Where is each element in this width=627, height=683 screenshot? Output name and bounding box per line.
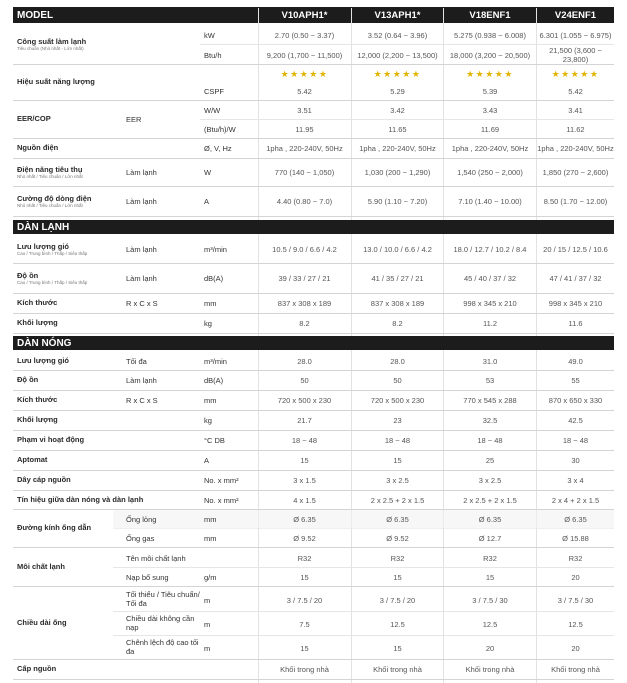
value-cell: 7.5	[299, 619, 310, 629]
value-cell: 20	[571, 643, 580, 653]
subrow-pipe-nocharge	[13, 612, 614, 636]
rating-stars-icon: ★★★★★	[373, 68, 422, 79]
spec-row-current	[13, 187, 614, 217]
subrow-liquid-pipe	[13, 510, 614, 529]
subrow-refrigerant-name	[13, 549, 614, 568]
value-cell: 5.42	[297, 87, 312, 96]
value-cell: 5.39	[482, 87, 498, 96]
sub-label: Ống gas	[126, 534, 155, 543]
unit: g/m	[204, 573, 217, 582]
unit: kW	[204, 30, 215, 40]
value-cell: 3.52 (0.64 ~ 3.96)	[367, 30, 428, 40]
value-cell: 30	[571, 456, 580, 465]
row-label	[17, 236, 121, 263]
value-cell: 12.5	[568, 619, 583, 629]
value-cell: Ø 9.52	[293, 534, 316, 543]
row-label: Nguồn điện	[17, 143, 59, 153]
row-label: Khối lượng	[17, 318, 58, 328]
model-label: MODEL	[17, 9, 54, 21]
row-label	[17, 187, 121, 216]
value-cell: R32	[483, 554, 497, 563]
sub-label: Chênh lệch độ cao tối đa	[126, 638, 199, 656]
value-cell: 3 x 1.5	[293, 476, 316, 485]
section-header-outdoor: DÀN NÓNG	[13, 336, 614, 350]
value-cell: 50	[393, 376, 402, 385]
spec-row-indoor-noise	[13, 264, 614, 294]
subrow-refrigerant-charge	[13, 568, 614, 587]
spec-row-outdoor-noise	[13, 371, 614, 391]
row-label-text: Điện năng tiêu thụ	[17, 164, 83, 174]
value-cell: 2.70 (0.50 ~ 3.37)	[274, 30, 335, 40]
value-cell: Khối trong nhà	[280, 665, 329, 674]
value-cell: 3 / 7.5 / 30	[472, 595, 508, 605]
value-cell: 870 x 650 x 330	[548, 396, 603, 405]
unit: m³/min	[204, 245, 227, 254]
row-label: Tín hiệu giữa dàn nóng và dàn lạnh	[17, 494, 144, 504]
value-cell: 1pha , 220-240V, 50Hz	[266, 144, 343, 153]
row-label: Độ ồn	[17, 375, 39, 385]
value-cell: 20	[485, 643, 495, 653]
value-cell: 2 x 2.5 + 2 x 1.5	[463, 495, 517, 505]
unit: dB(A)	[204, 274, 224, 283]
row-label: EER/COP	[17, 114, 51, 124]
row-label: Lưu lượng gió	[17, 355, 70, 365]
spec-row-indoor-weight	[13, 314, 614, 334]
spec-row-indoor-dimensions	[13, 294, 614, 314]
rating-stars-icon: ★★★★★	[551, 68, 600, 79]
unit: A	[204, 456, 210, 465]
subrow-gas-pipe	[13, 529, 614, 548]
value-cell: R32	[390, 554, 405, 563]
value-cell: 5.275 (0.938 ~ 6.008)	[454, 30, 526, 40]
unit: Btu/h	[204, 50, 222, 60]
value-cell: 1pha , 220-240V, 50Hz	[359, 144, 436, 153]
value-cell: 21.7	[297, 416, 312, 425]
value-cell: 3 x 4	[567, 476, 584, 485]
unit: (Btu/h)/W	[204, 125, 236, 134]
row-label: Hiệu suất năng lượng	[17, 77, 95, 87]
value-cell: 18 ~ 48	[562, 436, 589, 445]
section-header-indoor: DÀN LẠNH	[13, 220, 614, 234]
value-cell: 837 x 308 x 189	[370, 299, 425, 308]
value-cell: 55	[571, 376, 580, 385]
unit: m	[204, 619, 211, 629]
value-cell: 3 / 7.5 / 30	[557, 595, 594, 605]
value-cell: R32	[297, 554, 312, 563]
value-cell: 3.41	[568, 106, 583, 115]
value-cell: Ø 6.35	[564, 515, 587, 524]
value-cell: 32.5	[482, 416, 498, 425]
model-name: V10APH1*	[259, 7, 350, 23]
value-cell: 23	[393, 416, 402, 425]
value-cell: R32	[568, 554, 583, 563]
value-cell: 8.50 (1.70 ~ 12.00)	[543, 197, 608, 206]
value-cell: 18 ~ 48	[384, 436, 411, 445]
value-cell: 1,540 (250 ~ 2,000)	[457, 168, 523, 177]
unit: m³/min	[204, 356, 227, 366]
value-cell: 25	[485, 456, 495, 465]
value-cell: 11.69	[480, 125, 500, 134]
spec-row-power-supply	[13, 660, 614, 680]
row-label: Kích thước	[17, 395, 58, 405]
model-name: V24ENF1	[537, 7, 614, 23]
row-label: Khối lượng	[17, 415, 58, 425]
value-cell: 5.42	[568, 87, 583, 96]
value-cell: 1,850 (270 ~ 2,600)	[542, 168, 609, 177]
sub-label: Tên môi chất lạnh	[126, 554, 186, 563]
value-cell: 20	[571, 573, 580, 582]
sub-label: Làm lạnh	[126, 245, 157, 254]
subrow-cspf	[13, 82, 614, 101]
value-cell: Ø 6.35	[293, 515, 316, 524]
value-cell: 28.0	[390, 356, 405, 366]
value-cell: 41 / 35 / 27 / 21	[371, 274, 424, 283]
sub-label: Ống lỏng	[126, 515, 157, 524]
subrow-kw-values	[13, 25, 614, 45]
value-cell: 9,200 (1,700 ~ 11,500)	[266, 50, 343, 60]
value-cell: 998 x 345 x 210	[548, 299, 603, 308]
row-note: Nhỏ nhất / Tiêu chuẩn / Lớn nhất	[17, 174, 83, 180]
value-cell: 4.40 (0.80 ~ 7.0)	[276, 197, 333, 206]
value-cell: 1pha , 220-240V, 50Hz	[451, 144, 529, 153]
sub-label: Làm lạnh	[126, 274, 157, 283]
row-note: Nhỏ nhất / Tiêu chuẩn / Lớn nhất	[17, 203, 83, 209]
rating-stars-icon: ★★★★★	[466, 68, 514, 79]
sub-label: Tối thiểu / Tiêu chuẩn/ Tối đa	[126, 590, 200, 608]
value-cell: Ø 15.88	[562, 534, 589, 543]
row-label: Aptomat	[17, 455, 48, 465]
value-cell: 15	[393, 573, 402, 582]
row-label	[17, 159, 121, 186]
value-cell: 15	[300, 456, 309, 465]
row-note: Cao / Trung bình / Thấp / Siêu thấp	[17, 251, 88, 257]
unit: No. x mm²	[204, 476, 239, 485]
unit: Ø, V, Hz	[204, 144, 232, 153]
unit: kg	[204, 319, 212, 328]
row-label: Phạm vi hoạt động	[17, 435, 85, 445]
row-label	[17, 264, 121, 293]
value-cell: 11.2	[482, 319, 498, 328]
value-cell: 3 x 2.5	[478, 476, 502, 485]
spec-row-signal-cable	[13, 491, 614, 510]
value-cell: 28.0	[297, 356, 312, 366]
row-label: Cấp nguồn	[17, 664, 57, 674]
rating-stars-icon: ★★★★★	[280, 68, 329, 79]
value-cell: 8.2	[299, 319, 310, 328]
value-cell: 2 x 4 + 2 x 1.5	[551, 495, 600, 505]
sub-label: R x C x S	[126, 299, 158, 308]
spec-row-operating-range	[13, 431, 614, 451]
value-cell: Khối trong nhà	[373, 665, 422, 674]
value-cell: 18 ~ 48	[477, 436, 503, 445]
value-cell: 12.5	[390, 619, 405, 629]
value-cell: Ø 9.52	[386, 534, 409, 543]
value-cell: 2 x 2.5 + 2 x 1.5	[370, 495, 425, 505]
unit: mm	[204, 396, 217, 405]
value-cell: 18.0 / 12.7 / 10.2 / 8.4	[453, 245, 527, 254]
unit: W	[204, 168, 212, 177]
row-note: Cao / Trung bình / Thấp / Siêu thấp	[17, 280, 88, 286]
sub-label: Làm lạnh	[126, 197, 157, 206]
value-cell: 53	[485, 376, 495, 385]
sub-label: R x C x S	[126, 396, 158, 405]
value-cell: 3.43	[482, 106, 498, 115]
value-cell: 11.95	[295, 125, 314, 134]
unit: No. x mm²	[204, 495, 239, 505]
value-cell: Ø 12.7	[478, 534, 502, 543]
value-cell: 11.65	[388, 125, 407, 134]
value-cell: 15	[300, 573, 309, 582]
spec-row-outdoor-dimensions	[13, 391, 614, 411]
value-cell: 998 x 345 x 210	[463, 299, 517, 308]
unit: mm	[204, 534, 217, 543]
row-label: Dây cáp nguồn	[17, 475, 71, 485]
value-cell: 15	[485, 573, 495, 582]
unit: m	[204, 595, 211, 605]
row-label-text: Độ ồn	[17, 270, 39, 280]
unit: mm	[204, 515, 217, 524]
subrow-pipe-height	[13, 636, 614, 660]
subrow-btu-values	[13, 45, 614, 65]
value-cell: 15	[393, 456, 402, 465]
value-cell: 12.5	[482, 619, 498, 629]
value-cell: 11.6	[568, 319, 583, 328]
unit: °C DB	[204, 436, 225, 445]
value-cell: 720 x 500 x 230	[370, 396, 425, 405]
value-cell: 15	[300, 643, 309, 653]
subrow-btuw	[13, 120, 614, 139]
value-cell: 3 x 2.5	[386, 476, 409, 485]
spec-row-outdoor-weight	[13, 411, 614, 431]
value-cell: Khối trong nhà	[551, 665, 600, 674]
spec-row-power-input	[13, 159, 614, 187]
value-cell: 5.29	[390, 87, 405, 96]
value-cell: 10.5 / 9.0 / 6.6 / 4.2	[272, 245, 337, 254]
value-cell: 720 x 500 x 230	[277, 396, 332, 405]
value-cell: 1pha , 220-240V, 50Hz	[537, 144, 614, 153]
row-note: Tiêu chuẩn (Nhỏ nhất - Lớn nhất)	[17, 46, 84, 52]
unit: A	[204, 197, 210, 206]
subrow-ww	[13, 101, 614, 120]
value-cell: 7.10 (1.40 ~ 10.00)	[458, 197, 522, 206]
value-cell: 42.5	[568, 416, 583, 425]
sub-label: EER	[126, 115, 142, 124]
value-cell: 49.0	[568, 356, 583, 366]
value-cell: 11.62	[566, 125, 585, 134]
row-label-text: Lưu lượng gió	[17, 241, 70, 251]
value-cell: 8.2	[392, 319, 403, 328]
spec-row-indoor-airflow	[13, 236, 614, 264]
value-cell: 13.0 / 10.0 / 6.6 / 4.2	[363, 245, 432, 254]
value-cell: 18,000 (3,200 ~ 20,500)	[449, 50, 531, 60]
value-cell: 21,500 (3,600 ~ 23,800)	[549, 46, 602, 64]
row-label: Đường kính ống dẫn	[17, 523, 92, 533]
value-cell: 18 ~ 48	[291, 436, 318, 445]
value-cell: Ø 6.35	[386, 515, 409, 524]
rating-stars-row	[13, 65, 614, 83]
value-cell: 20 / 15 / 12.5 / 10.6	[543, 245, 608, 254]
sub-label: Tối đa	[126, 356, 147, 366]
value-cell: 39 / 33 / 27 / 21	[278, 274, 331, 283]
spec-row-outdoor-airflow	[13, 352, 614, 371]
value-cell: 770 x 545 x 288	[463, 396, 517, 405]
unit: mm	[204, 299, 217, 308]
value-cell: 31.0	[482, 356, 498, 366]
spec-row-power-source	[13, 139, 614, 159]
row-label: Kích thước	[17, 298, 58, 308]
sub-label: Chiều dài không cần nạp	[126, 614, 195, 632]
subrow-pipe-minmax	[13, 588, 614, 612]
value-cell: 770 (140 ~ 1,050)	[274, 168, 335, 177]
value-cell: Ø 6.35	[478, 515, 502, 524]
value-cell: 5.90 (1.10 ~ 7.20)	[367, 197, 428, 206]
unit: kg	[204, 416, 212, 425]
model-name: V13APH1*	[352, 7, 443, 23]
value-cell: 4 x 1.5	[293, 495, 316, 505]
row-label: Môi chất lạnh	[17, 562, 65, 572]
value-cell: 3.42	[390, 106, 405, 115]
value-cell: 3.51	[297, 106, 312, 115]
value-cell: 47 / 41 / 37 / 32	[549, 274, 602, 283]
spec-row-breaker	[13, 451, 614, 471]
value-cell: 12,000 (2,200 ~ 13,500)	[357, 50, 438, 60]
value-cell: 3 / 7.5 / 20	[286, 595, 323, 605]
value-cell: Khối trong nhà	[465, 665, 515, 674]
value-cell: 15	[393, 643, 402, 653]
sub-label: Nạp bổ sung	[126, 573, 169, 582]
value-cell: 6.301 (1.055 ~ 6.975)	[539, 30, 612, 40]
model-header	[13, 7, 614, 23]
row-label: Chiều dài ống	[17, 618, 67, 628]
sub-label: Làm lạnh	[126, 168, 157, 177]
row-label-text: Công suất làm lạnh	[17, 36, 87, 46]
value-cell: 1,030 (200 ~ 1,290)	[364, 168, 431, 177]
value-cell: 50	[300, 376, 309, 385]
unit: dB(A)	[204, 376, 224, 385]
spec-row-power-cable	[13, 471, 614, 491]
unit: m	[204, 643, 211, 653]
unit: CSPF	[204, 87, 225, 96]
model-name: V18ENF1	[444, 7, 536, 23]
value-cell: 837 x 308 x 189	[277, 299, 332, 308]
unit: W/W	[204, 106, 221, 115]
row-label-text: Cường độ dòng điện	[17, 193, 92, 203]
value-cell: 3 / 7.5 / 20	[379, 595, 416, 605]
value-cell: 45 / 40 / 37 / 32	[463, 274, 517, 283]
sub-label: Làm lạnh	[126, 376, 157, 385]
